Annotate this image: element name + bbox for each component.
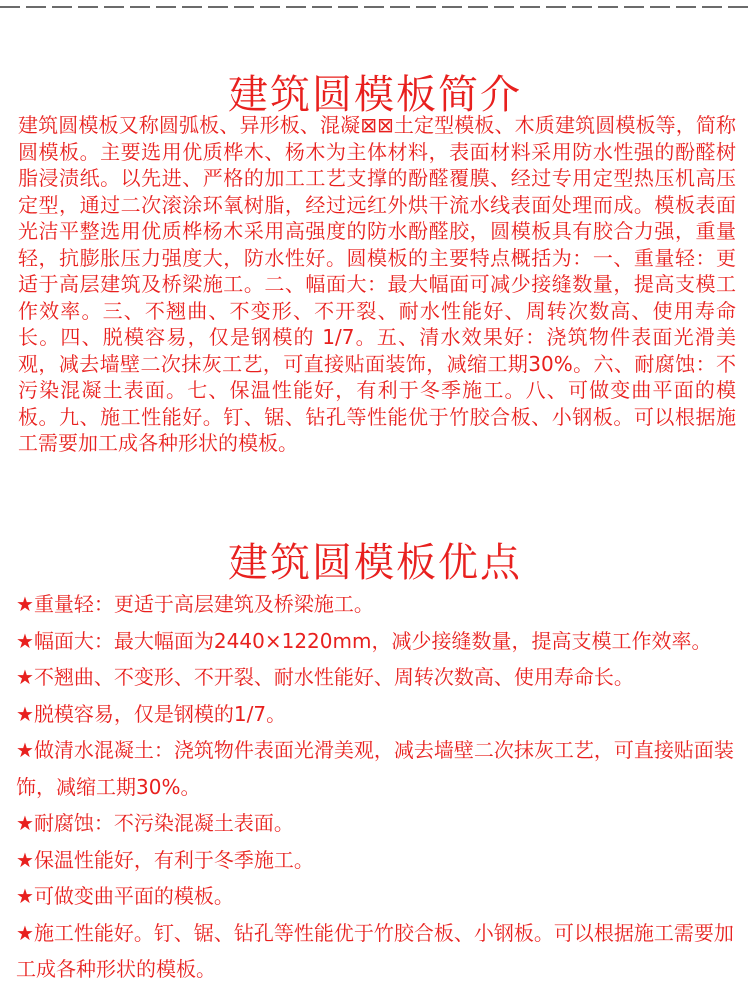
list-item-text: 不翘曲、不变形、不开裂、耐水性能好、周转次数高、使用寿命长。	[33, 665, 634, 689]
list-item	[16, 842, 736, 879]
advantages-title: 建筑圆模板优点	[228, 539, 522, 586]
star-icon: ★	[16, 701, 34, 726]
list-item-text: 脱模容易，仅是钢模的1/7。	[33, 701, 287, 726]
list-item-text: 幅面大：最大幅面为2440×1220mm，减少接缝数量，提高支模工作效率。	[33, 628, 712, 653]
list-item	[16, 805, 736, 842]
star-icon: ★	[16, 738, 34, 762]
list-item	[16, 915, 736, 988]
list-item-text: 做清水混凝土：浇筑物件表面光滑美观，减去墙壁二次抹灰工艺，可直接贴面装饰，减缩工期30%。	[16, 738, 734, 799]
list-item	[16, 696, 736, 733]
top-dashed-divider	[0, 6, 750, 8]
list-item	[16, 732, 736, 805]
intro-title: 建筑圆模板简介	[228, 71, 522, 118]
star-icon: ★	[16, 628, 34, 653]
star-icon: ★	[16, 884, 34, 908]
star-icon: ★	[16, 920, 34, 945]
list-item	[16, 878, 736, 915]
advantages-list	[16, 586, 736, 988]
list-item-text: 耐腐蚀：不污染混凝土表面。	[33, 811, 294, 835]
list-item-text: 施工性能好。钉、锯、钻孔等性能优于竹胶合板、小钢板。可以根据施工需要加工成各种形状的模板。	[16, 920, 734, 981]
star-icon: ★	[16, 811, 34, 835]
star-icon: ★	[16, 592, 34, 616]
list-item-text: 保温性能好，有利于冬季施工。	[33, 847, 314, 872]
intro-paragraph: 建筑圆模板又称圆弧板、异形板、混凝⊠⊠土定型模板、木质建筑圆模板等，简称圆模板。主要选用优质桦木、杨木为主体材料，表面材料采用防水性强的酚醛树脂浸渍纸。以先进、严格的加工工艺支撑的酚醛覆膜、经过专用定型热压机高压定型，通过二次滚涂环氧树脂，经过远红外烘干流水线表面处理而成。模板表面光洁平整选用优质桦杨木采用高强度的防水酚醛胶，圆模板具有胶合力强，重量轻，抗膨胀压力强度大，防水性好。圆模板的主要特点概括为：一、重量轻：更适于高层建筑及桥梁施工。二、幅面大：最大幅面可减少接缝数量，提高支模工作效率。三、不翘曲、不变形、不开裂、耐水性能好、周转次数高、使用寿命长。四、脱模容易，仅是钢模的 1/7。五、清水效果好：浇筑物件表面光滑美观，减去墙壁二次抹灰工艺，可直接贴面装饰，减缩工期30%。六、耐腐蚀：不污染混凝土表面。七、保温性能好，有利于冬季施工。八、可做变曲平面的模板。九、施工性能好。钉、锯、钻孔等性能优于竹胶合板、小钢板。可以根据施工需要加工成各种形状的模板。	[18, 113, 736, 455]
list-item-text: 可做变曲平面的模板。	[33, 884, 234, 908]
star-icon: ★	[16, 847, 34, 872]
list-item	[16, 623, 736, 660]
list-item	[16, 659, 736, 696]
list-item-text: 重量轻：更适于高层建筑及桥梁施工。	[33, 592, 374, 616]
list-item	[16, 586, 736, 623]
star-icon: ★	[16, 665, 34, 689]
